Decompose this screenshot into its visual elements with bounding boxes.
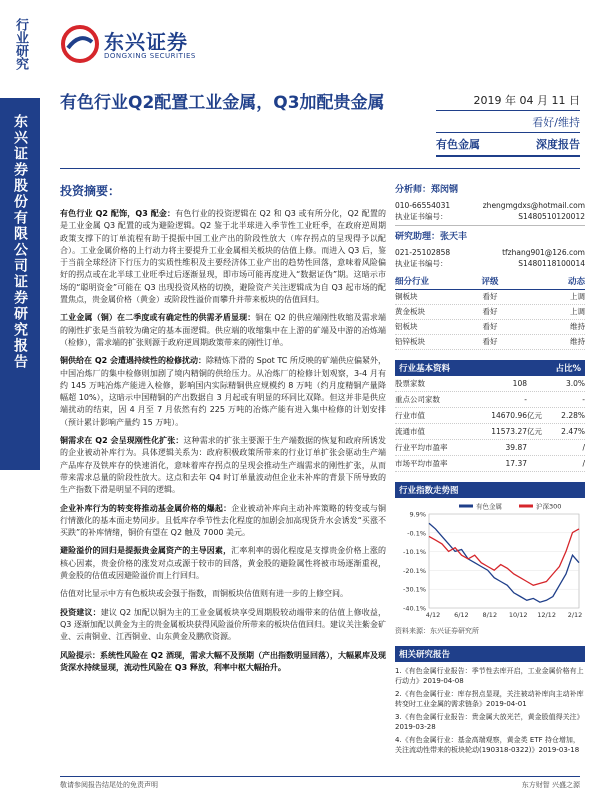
- table-row: 铜板块 看好 上调: [395, 290, 585, 305]
- y-tick-label: -20.1%: [403, 566, 426, 575]
- report-date: 2019 年 04 月 11 日: [436, 92, 580, 111]
- summary-paragraph: 有色行业 Q2 配饰，Q3 配金：有色行业的投资逻辑在 Q2 和 Q3 或有所分化，Q2 配置的是工业金属 Q3 配置的或为避险逻辑。Q2 鉴于北半球进入季节性工业旺季，在政府逆周期政策支撑下的订单流程有助于提振中国工业产出的阶段性放大（库存拐点的呈现得予以配合）。工业金属价格的上行动力将主要提升工业金属相关板块的估值上修。而进入 Q3 后，鉴于当前全球经济下行压力的实质性维积及主要经济体工业产出的趋势性回落，意味着风险偏好的拐点或在北半球工业旺季过后逐渐显现，即市场可能再度进入“数据证伪”期。这暗示市场的“聪明资金”可能在 Q3 出现投资风格的切换，避险资产关注逻辑成为自 Q3 起市场的配置焦点，贵金属价格（黄金）或阶段性溢价而攀升并带来板块的估值回归。: [60, 209, 387, 305]
- table-row: 铝板块 看好 维持: [395, 320, 585, 335]
- x-tick-label: 12/12: [537, 611, 556, 619]
- basics-heading: 行业基本资料 占比%: [395, 360, 585, 376]
- related-list: [395, 666, 585, 755]
- disclaimer-note: 敬请参阅报告结尾处的免责声明: [60, 781, 158, 789]
- y-tick-label: -40.1%: [403, 604, 426, 613]
- company-banner: 东兴证券股份有限公司证券研究报告: [0, 98, 40, 470]
- legend-label: 有色金属: [476, 502, 502, 511]
- assistant-cert: S1480118100014: [518, 259, 585, 268]
- summary-paragraph: 估值对比显示中方有色板块或会强于指数，而铜板块估值则有进一步的上修空间。: [60, 589, 348, 599]
- x-tick-label: 8/12: [482, 611, 498, 619]
- assistant-email[interactable]: tfzhang901@126.com: [502, 248, 585, 257]
- x-tick-label: 6/12: [454, 611, 469, 619]
- plot-frame: [429, 514, 579, 608]
- table-row: 行业市值 14670.96 亿元 2.28%: [395, 408, 585, 424]
- chart-source: 资料来源：东兴证券研究所: [395, 627, 479, 635]
- assistant-cert-label: 执业证书编号：: [395, 259, 448, 268]
- x-tick-label: 2/12: [567, 611, 583, 619]
- summary-paragraph: 铜供给在 Q2 会遭遇持续性的检修扰动：除精炼下滑的 Spot TC 所反映的矿端供应偏紧外，中国冶炼厂的集中检修则加剧了境内精铜的供给压力。从冶炼厂的检修计划观察，3-4 月有约 145 万吨冶炼产能进入检修，影响国内实际精铜供应规模约 8 万吨（约月度精铜产量降幅超 10%），这暗示中国精铜的产出数据自 3 月起或有明显的环同比双降。但这并非是供应端扰动的结束，因 4 月至 7 月依然有约 225 万吨的冶炼产能有进入集中检修的计划安排（预计累计影响产量约 15 万吨）。: [60, 356, 386, 427]
- x-tick-label: 4/12: [425, 611, 441, 619]
- index-chart-svg: [395, 500, 585, 624]
- logo-text-cn: 东兴证券: [104, 30, 188, 54]
- header-divider: [60, 168, 580, 169]
- y-tick-label: -30.1%: [403, 585, 426, 594]
- related-item[interactable]: 2.《有色金属行业：库存拐点显现，关注被动补库向主动补库转变时工业金属的需求链条》2019-04-01: [395, 690, 584, 708]
- summary-paragraph: 企业补库行为的转变将推动基金属价格的爆起：企业被动补库向主动补库策略的转变或与铜行情激化的基本面走势同步。且低库存季节性去化程度的加剧会加高现货升水会诱发“买涨不买跌”的补库情绪，铜价有望在 Q2 触及 7000 美元。: [60, 503, 387, 538]
- table-row: 铅锌板块 看好 维持: [395, 335, 585, 350]
- table-row: 市场平均市盈率 17.37 /: [395, 456, 585, 472]
- table-row: 行业平均市盈率 39.87 /: [395, 440, 585, 456]
- tag-report-type: 深度报告: [536, 138, 580, 151]
- assistant-heading: 研究助理：张天丰: [395, 232, 468, 242]
- analyst-cert: S1480510120012: [518, 212, 585, 221]
- x-tick-label: 10/12: [508, 611, 528, 619]
- index-chart: [395, 500, 585, 624]
- related-heading: 相关研究报告: [395, 646, 585, 662]
- logo: [60, 20, 230, 70]
- related-item[interactable]: 1.《有色金属行业报告：季节性去库开启，工业金属价格有上行动力》2019-04-08: [395, 667, 584, 685]
- analyst-heading: 分析师：郑闵钢: [395, 185, 459, 195]
- y-tick-label: -10.1%: [403, 548, 426, 557]
- analyst-email[interactable]: zhengmgdxs@hotmail.com: [482, 201, 585, 210]
- legend-label: 沪深300: [536, 502, 562, 511]
- summary-paragraph: 工业金属（铜）在二季度或有确定性的供需矛盾显现：铜在 Q2 的供应端刚性收缩及需求端的刚性扩张是当前较为确定的基本面逻辑。供应端的收缩集中在上游的矿端及中游的冶炼端（检修），需求端的扩张则源于政府逆周期政策带来的刚性订单。: [60, 313, 386, 347]
- category-label: 行业研究: [0, 0, 40, 80]
- report-meta: [436, 92, 580, 157]
- series-line-2: [429, 529, 579, 585]
- related-item[interactable]: 4.《有色金属行业：基金高端观察，黄金类 ETF 持仓增加，关注流动性带来的板块轮动(190318-0322)》2019-03-18: [395, 736, 580, 754]
- analyst-phone: 010-66554031: [395, 201, 451, 210]
- tag-industry: 有色金属: [436, 138, 480, 151]
- y-tick-label: -0.1%: [407, 529, 426, 538]
- summary-paragraph: 铜需求在 Q2 会呈现刚性化扩张：这种需求的扩张主要源于生产端数据的恢复和政府所诱发的企业被动补库行为。具体逻辑关系为：政府积极政策所带来的行业订单扩张会驱动生产端产品库存及铁库存的快速消化，意味着库存拐点的呈现会推动生产端需求的刚性扩张，从而带来需求总量的阶段性放大。这点和去年 Q4 时订单量波动但企业未补库的背景下所导致的生产指数下滑是明显不同的逻辑。: [60, 436, 386, 495]
- segment-table-header: 细分行业 评级 动态: [395, 275, 585, 290]
- logo-text-en: DONGXING SECURITIES: [104, 52, 196, 60]
- table-row: 股票家数 108 3.0%: [395, 376, 585, 392]
- table-row: 重点公司家数 - -: [395, 392, 585, 408]
- summary-heading: 投资摘要：: [60, 184, 121, 198]
- sidebar: [0, 0, 40, 800]
- assistant-phone: 021-25102858: [395, 248, 451, 257]
- table-row: 流通市值 11573.27 亿元 2.47%: [395, 424, 585, 440]
- industry-rating: 看好/维持: [436, 114, 580, 133]
- dongxing-logo-icon: [60, 24, 100, 64]
- summary-paragraph: 投资建议：建议 Q2 加配以铜为主的工业金属板块享受周期股较动端带来的估值上修收益，Q3 逐渐加配以黄金为主的贵金属板块获得风险溢价所带来的板块估值回归。建议关注紫金矿业、云南铜业、江西铜业、山东黄金及鹏欣资源。: [60, 607, 386, 642]
- y-tick-label: 9.9%: [409, 510, 426, 519]
- analyst-cert-label: 执业证书编号：: [395, 212, 448, 221]
- summary-body: [60, 208, 386, 680]
- summary-paragraph: 避险溢价的回归是提振贵金属资产的主导因素，汇率利率的弱化程度是支撑贵金价格上涨的核心因素，贵金价格的涨发对点或源于较市的回落，黄金股的避险属性将被市场逐渐重视，黄金股的估值或因避险溢价而上行回归。: [60, 546, 387, 581]
- report-title: 有色行业Q2配置工业金属，Q3加配贵金属: [60, 93, 385, 113]
- footer-slogan: 东方财智 兴盛之源: [521, 781, 580, 789]
- series-line-1: [429, 523, 579, 602]
- chart-heading: 行业指数走势图: [395, 482, 585, 498]
- table-row: 黄金板块 看好 上调: [395, 305, 585, 320]
- related-item[interactable]: 3.《有色金属行业报告：贵金属大放光芒，黄金股值得关注》2019-03-28: [395, 713, 584, 731]
- footer: [60, 776, 580, 790]
- right-column: [395, 182, 585, 758]
- summary-paragraph: 风险提示：系统性风险在 Q2 酒现，需求大幅不及预期（产出指数明显回落），大幅累库及现货深水持续显现，流动性风险在 Q3 释放，利率中枢大幅抬升。: [60, 650, 386, 672]
